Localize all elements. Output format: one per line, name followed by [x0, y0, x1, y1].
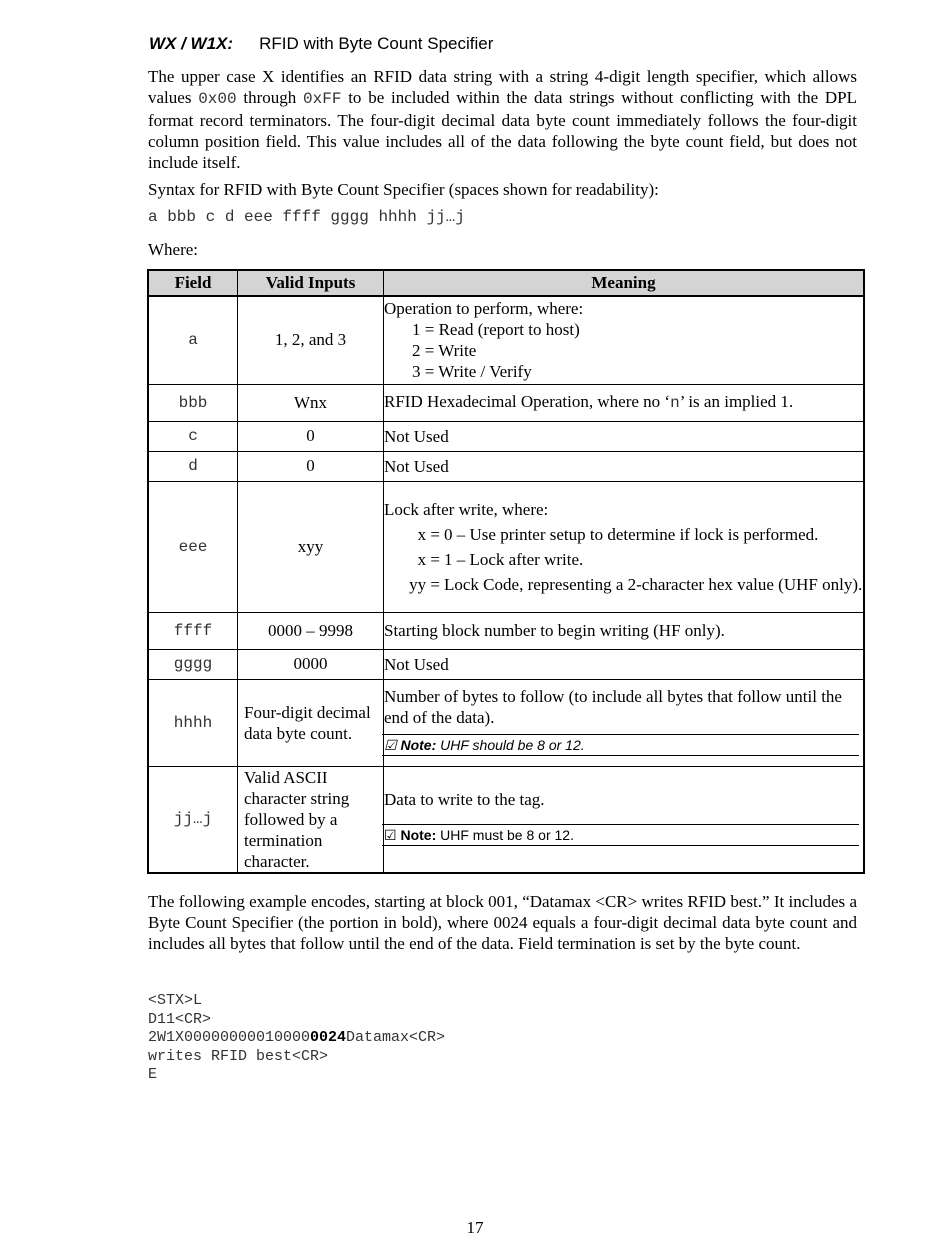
field-cell: eee — [148, 481, 238, 612]
section-title: RFID with Byte Count Specifier — [259, 34, 494, 53]
field-cell: jj…j — [148, 766, 238, 873]
field-cell: gggg — [148, 649, 238, 679]
table-row-c — [148, 421, 864, 451]
intro-paragraph — [148, 66, 857, 173]
field-cell: bbb — [148, 384, 238, 421]
checkbox-icon: ☑ — [384, 826, 397, 843]
field-cell: a — [148, 296, 238, 384]
example-paragraph: The following example encodes, starting at block 001, “Datamax <CR> writes RFID best.” It includes a Byte Count Specifier (the portion in bold), where 0024 equals a four-digit decimal data byte count and includes all bytes that follow until the end of the data. Field termination is set by the byte count. — [148, 892, 857, 953]
header-field: Field — [148, 270, 238, 296]
field-cell: ffff — [148, 612, 238, 649]
section-heading — [149, 34, 493, 54]
header-meaning: Meaning — [384, 270, 865, 296]
table-row-eee — [148, 481, 864, 612]
syntax-line: a bbb c d eee ffff gggg hhhh jj…j — [148, 208, 465, 226]
code-example — [148, 992, 445, 1085]
table-row-jjj — [148, 766, 864, 873]
field-table — [147, 269, 865, 874]
meaning-cell — [384, 384, 865, 421]
lock-item-value: 0 – Use printer setup to determine if lock is performed. — [444, 524, 819, 544]
intro-text-c: to be included within the data strings without conflicting with the DPL format record terminators. The four-digit decimal data byte count immediately follows the four-digit column position field. This value includes all of the data following the byte count field, but does not include itself. — [148, 88, 857, 172]
lock-item — [384, 574, 863, 595]
meaning-line: 2 = Write — [412, 341, 477, 361]
field-cell: d — [148, 451, 238, 481]
note-box — [382, 824, 859, 846]
meaning-cell: Not Used — [384, 451, 865, 481]
valid-cell: Wnx — [238, 384, 384, 421]
meaning-cell: Not Used — [384, 421, 865, 451]
meaning-line: 3 = Write / Verify — [412, 362, 532, 382]
meaning-cell — [384, 296, 865, 384]
valid-cell: 0 — [238, 421, 384, 451]
lock-item-key: x = — [417, 524, 440, 544]
note-box — [382, 734, 859, 756]
table-row-ffff — [148, 612, 864, 649]
intro-code-0x00: 0x00 — [198, 90, 237, 108]
code-line-part: Datamax<CR> — [346, 1029, 446, 1046]
valid-cell: Valid ASCII character string followed by a termination character. — [238, 766, 384, 873]
lock-item-key: x = — [417, 549, 440, 569]
table-row-gggg — [148, 649, 864, 679]
syntax-label: Syntax for RFID with Byte Count Specifier (spaces shown for readability): — [148, 180, 659, 199]
meaning-cell — [384, 679, 865, 766]
valid-cell: 1, 2, and 3 — [238, 296, 384, 384]
valid-cell: Four-digit decimal data byte count. — [238, 679, 384, 766]
meaning-line: 1 = Read (report to host) — [412, 320, 580, 340]
page-number: 17 — [466, 1218, 484, 1237]
where-label: Where: — [148, 240, 199, 259]
header-valid-inputs: Valid Inputs — [238, 270, 384, 296]
meaning-cell — [384, 766, 865, 873]
code-byte-count: 0024 — [310, 1029, 347, 1046]
valid-cell: 0 — [238, 451, 384, 481]
meaning-text: Data to write to the tag. — [384, 789, 545, 809]
meaning-intro: Lock after write, where: — [384, 499, 549, 519]
note-text: UHF must be 8 or 12. — [440, 826, 574, 843]
note-text: UHF should be 8 or 12. — [440, 736, 585, 753]
code-line: E — [148, 1066, 158, 1083]
field-cell: hhhh — [148, 679, 238, 766]
table-row-d — [148, 451, 864, 481]
field-cell: c — [148, 421, 238, 451]
checkbox-icon: ☑ — [384, 736, 397, 753]
note-label: Note: — [400, 736, 437, 753]
code-line: <STX>L — [148, 992, 203, 1009]
meaning-cell: Starting block number to begin writing (HF only). — [384, 612, 865, 649]
intro-code-0xff: 0xFF — [303, 90, 342, 108]
table-row-hhhh — [148, 679, 864, 766]
meaning-text-a: RFID Hexadecimal Operation, where no ‘ — [384, 392, 671, 411]
valid-cell: xyy — [238, 481, 384, 612]
lock-item-value: 1 – Lock after write. — [444, 549, 584, 569]
intro-text-b: through — [236, 88, 304, 107]
lock-item — [384, 524, 863, 545]
table-row-a — [148, 296, 864, 384]
code-line: D11<CR> — [148, 1010, 212, 1028]
valid-cell: 0000 — [238, 649, 384, 679]
meaning-code: n — [670, 394, 680, 412]
meaning-text: Number of bytes to follow (to include all bytes that follow until the end of the data). — [384, 686, 842, 727]
code-line-part: 2W1X00000000010000 — [148, 1029, 311, 1046]
valid-cell: 0000 – 9998 — [238, 612, 384, 649]
meaning-intro: Operation to perform, where: — [384, 299, 584, 319]
lock-item — [384, 549, 863, 570]
code-line: writes RFID best<CR> — [148, 1047, 329, 1065]
note-label: Note: — [400, 826, 437, 843]
lock-item-key: yy = — [409, 574, 440, 594]
command-code: WX / W1X: — [149, 34, 234, 53]
meaning-cell: Not Used — [384, 649, 865, 679]
table-header-row — [148, 270, 864, 296]
lock-item-value: Lock Code, representing a 2-character hex value (UHF only). — [444, 574, 863, 594]
table-row-bbb — [148, 384, 864, 421]
meaning-cell — [384, 481, 865, 612]
intro-text-a: The upper case X identifies an RFID data string with a string 4-digit length specifier, which allows values — [148, 67, 857, 107]
meaning-text-b: ’ is an implied 1. — [679, 392, 794, 411]
